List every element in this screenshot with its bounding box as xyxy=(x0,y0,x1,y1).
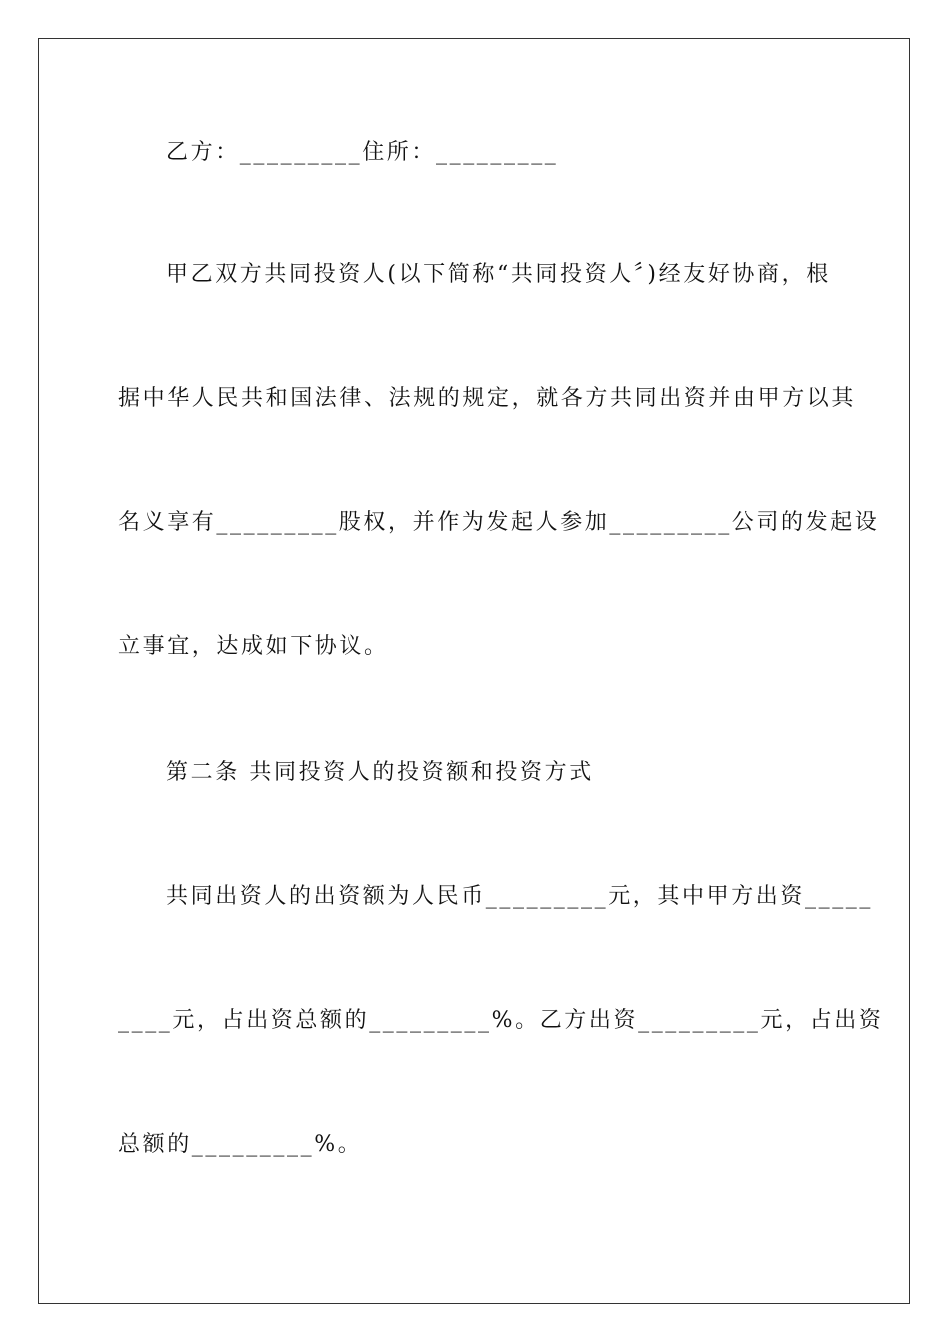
paragraph-investment-line-1: 共同出资人的出资额为人民币_________元，其中甲方出资_____ xyxy=(166,884,874,909)
paragraph-intro-line-1: 甲乙双方共同投资人(以下简称“共同投资人〞)经友好协商，根 xyxy=(166,262,831,287)
paragraph-investment-line-3: 总额的_________%。 xyxy=(118,1132,363,1157)
paragraph-intro-line-2: 据中华人民共和国法律、法规的规定，就各方共同出资并由甲方以其 xyxy=(118,386,857,411)
paragraph-intro-line-3: 名义享有_________股权，并作为发起人参加_________公司的发起设 xyxy=(118,510,880,535)
article-two-heading: 第二条 共同投资人的投资额和投资方式 xyxy=(166,760,594,785)
page-frame xyxy=(38,38,910,1304)
paragraph-intro-line-4: 立事宜，达成如下协议。 xyxy=(118,634,389,659)
paragraph-investment-line-2: ____元，占出资总额的_________%。乙方出资_________元，占出资 xyxy=(118,1008,884,1033)
party-b-line: 乙方：_________住所：_________ xyxy=(166,140,559,165)
